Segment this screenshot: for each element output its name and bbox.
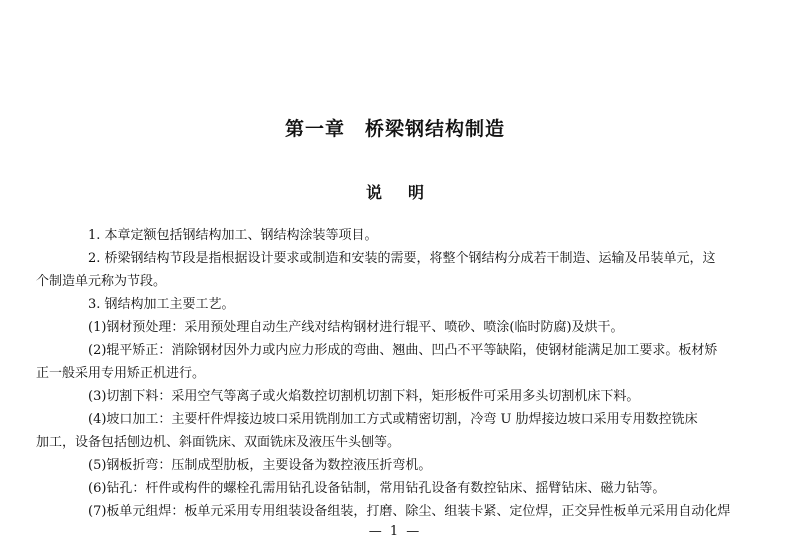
paragraph-line: (4)坡口加工：主要杆件焊接边坡口采用铣削加工方式或精密切割，冷弯 U 肋焊接边坡口采用专用数控铣床 (88, 412, 698, 427)
paragraph-line: 加工，设备包括刨边机、斜面铣床、双面铣床及液压牛头刨等。 (36, 435, 401, 450)
paragraph-line: (7)板单元组焊：板单元采用专用组装设备组装，打磨、除尘、组装卡紧、定位焊，正交异性板单元采用自动化焊 (88, 504, 731, 519)
paragraph-line: 1. 本章定额包括钢结构加工、钢结构涂装等项目。 (88, 228, 378, 243)
chapter-title: 第一章 桥梁钢结构制造 (284, 118, 505, 140)
section-title: 说明 (365, 183, 450, 202)
page-number: — 1 — (368, 524, 422, 539)
paragraph-line: 正一般采用专用矫正机进行。 (36, 366, 206, 381)
paragraph-line: 3. 钢结构加工主要工艺。 (88, 297, 235, 312)
paragraph-line: (2)辊平矫正：消除钢材因外力或内应力形成的弯曲、翘曲、凹凸不平等缺陷，使钢材能满足加工要求。板材矫 (88, 343, 718, 358)
body-text (36, 224, 744, 523)
paragraph-line: (5)钢板折弯：压制成型肋板，主要设备为数控液压折弯机。 (88, 458, 432, 473)
paragraph-line: (6)钻孔：杆件或构件的螺栓孔需用钻孔设备钻制，常用钻孔设备有数控钻床、摇臂钻床、磁力钻等。 (88, 481, 666, 496)
paragraph-line: (3)切割下料：采用空气等离子或火焰数控切割机切割下料，矩形板件可采用多头切割机床下料。 (88, 389, 640, 404)
paragraph-line: (1)钢材预处理：采用预处理自动生产线对结构钢材进行辊平、喷砂、喷涂(临时防腐)及烘干。 (88, 320, 624, 335)
paragraph-line: 2. 桥梁钢结构节段是指根据设计要求或制造和安装的需要，将整个钢结构分成若干制造、运输及吊装单元，这 (88, 251, 716, 266)
paragraph-line: 个制造单元称为节段。 (36, 274, 167, 289)
